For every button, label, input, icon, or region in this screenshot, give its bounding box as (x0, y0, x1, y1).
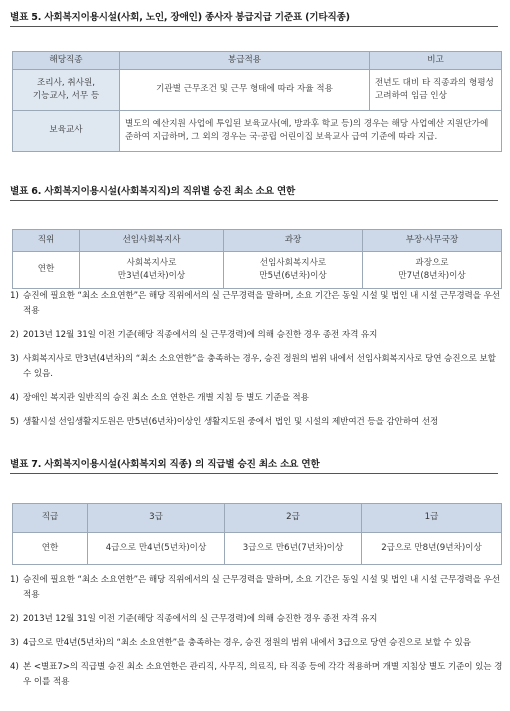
table-row (13, 111, 502, 152)
header-director: 부장·사무국장 (363, 230, 502, 252)
table7-notes (10, 573, 504, 699)
note-text: 승진에 필요한 “최소 소요연한”은 해당 직위에서의 실 근무경력을 말하며, 소요 기간은 동일 시설 및 법인 내 시설 근무경력을 우선 적용 (23, 291, 500, 317)
cell-value: 4급으로 만4년(5년차)이상 (88, 533, 225, 565)
cell-value: 3급으로 만6년(7년차)이상 (225, 533, 362, 565)
cell-pay: 기관별 근무조건 및 근무 형태에 따라 자율 적용 (120, 70, 370, 111)
note-item (10, 289, 504, 319)
table6-notes (10, 289, 504, 439)
table5-pay-standard (12, 51, 502, 152)
header-grade1: 1급 (362, 504, 502, 533)
cell-value: 선임사회복지사로 만5년(6년차)이상 (224, 252, 363, 289)
header-senior-social-worker: 선임사회복지사 (80, 230, 224, 252)
note-text: 2013년 12월 31일 이전 기준(해당 직종에서의 실 근무경력)에 의해 승진한 경우 종전 자격 유지 (23, 330, 378, 341)
cell-remarks: 전년도 대비 타 직종과의 형평성 고려하여 임금 인상 (370, 70, 502, 111)
header-remarks: 비고 (370, 52, 502, 70)
note-number: 4) (10, 662, 19, 673)
note-number: 4) (10, 393, 19, 404)
note-item (10, 612, 504, 627)
cell-value: 과장으로 만7년(8년차)이상 (363, 252, 502, 289)
table5-title: 별표 5. 사회복지이용시설(사회, 노인, 장애인) 종사자 봉급지급 기준표 (기타직종) (10, 9, 498, 27)
table6-title: 별표 6. 사회복지이용시설(사회복지직)의 직위별 승진 최소 소요 연한 (10, 183, 498, 201)
cell-value: 사회복지사로 만3년(4년차)이상 (80, 252, 224, 289)
note-number: 1) (10, 291, 19, 301)
table-row (13, 252, 502, 289)
note-number: 1) (10, 575, 19, 585)
note-text: 장애인 복지관 일반직의 승진 최소 소요 연한은 개별 지침 등 별도 기준을 적용 (23, 393, 309, 404)
table-header-row (13, 504, 502, 533)
table-header-row (13, 230, 502, 252)
table7-title: 별표 7. 사회복지이용시설(사회복지외 직종) 의 직급별 승진 최소 소요 연한 (10, 456, 498, 474)
header-pay: 봉급적용 (120, 52, 370, 70)
note-item (10, 328, 504, 343)
header-job: 해당직종 (13, 52, 120, 70)
table-row (13, 70, 502, 111)
table7-promotion-years (12, 503, 502, 565)
note-item (10, 573, 504, 603)
table6-promotion-years (12, 229, 502, 289)
note-text: 4급으로 만4년(5년차)의 “최소 소요연한”을 충족하는 경우, 승진 정원의 범위 내에서 3급으로 당연 승진으로 보할 수 있음 (23, 638, 471, 649)
note-text: 승진에 필요한 “최소 소요연한”은 해당 직위에서의 실 근무경력을 말하며, 소요 기간은 동일 시설 및 법인 내 시설 근무경력을 우선 적용 (23, 575, 500, 601)
note-number: 3) (10, 354, 19, 365)
note-item (10, 636, 504, 651)
note-number: 3) (10, 638, 19, 649)
note-text: 본 <별표7>의 직급별 승진 최소 소요연한은 관리직, 사무직, 의료직, 타 직종 등에 각각 적용하며 개별 지침상 별도 기준이 있는 경우 이를 적용 (23, 662, 503, 688)
table-row (13, 533, 502, 565)
cell-label: 연한 (13, 533, 88, 565)
note-number: 2) (10, 614, 19, 625)
header-manager: 과장 (224, 230, 363, 252)
cell-label: 연한 (13, 252, 80, 289)
header-grade: 직급 (13, 504, 88, 533)
note-item (10, 660, 504, 690)
note-number: 2) (10, 330, 19, 341)
table-header-row (13, 52, 502, 70)
note-number: 5) (10, 417, 19, 428)
header-grade2: 2급 (225, 504, 362, 533)
cell-pay-remarks: 별도의 예산지원 사업에 투입된 보육교사(예, 방과후 학교 등)의 경우는 해당 사업예산 지원단가에 준하여 지급하며, 그 외의 경우는 국·공립 어린이집 보육교사 급여 기준에 따라 지급. (120, 111, 502, 152)
note-text: 생활시설 선임생활지도원은 만5년(6년차)이상인 생활지도원 중에서 법인 및 시설의 제반여건 등을 감안하여 선정 (23, 417, 439, 428)
note-text: 사회복지사로 만3년(4년차)의 “최소 소요연한”을 충족하는 경우, 승진 정원의 범위 내에서 선임사회복지사로 당연 승진으로 보할 수 있음. (23, 354, 496, 380)
note-item (10, 415, 504, 430)
cell-job: 보육교사 (13, 111, 120, 152)
cell-value: 2급으로 만8년(9년차)이상 (362, 533, 502, 565)
note-item (10, 352, 504, 382)
cell-job: 조리사, 취사원, 기능교사, 서무 등 (13, 70, 120, 111)
note-item (10, 391, 504, 406)
header-position: 직위 (13, 230, 80, 252)
header-grade3: 3급 (88, 504, 225, 533)
note-text: 2013년 12월 31일 이전 기준(해당 직종에서의 실 근무경력)에 의해 승진한 경우 종전 자격 유지 (23, 614, 378, 625)
